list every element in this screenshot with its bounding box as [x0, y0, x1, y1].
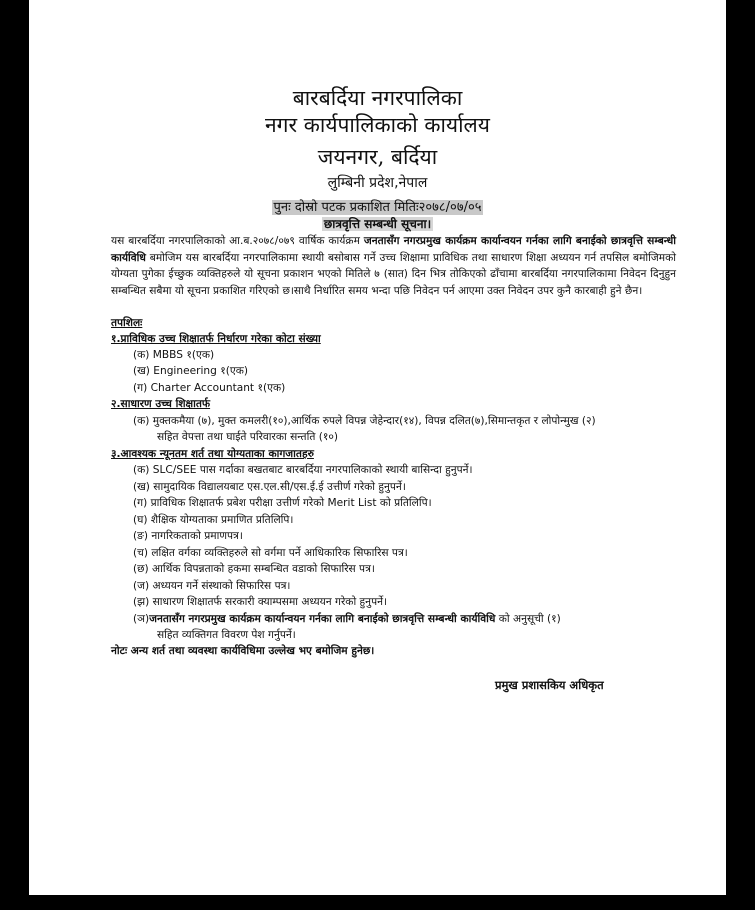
section3-item: (ज) अध्ययन गर्ने संस्थाको सिफारिस पत्र। [133, 580, 291, 592]
section1-item: (ख) Engineering १(एक) [133, 365, 248, 377]
note-line: नोटः अन्य शर्त तथा व्यवस्था कार्यविधिमा उल्लेख भए बमोजिम हुनेछ। [111, 645, 375, 657]
section3-item: (ङ) नागरिकताको प्रमाणपत्र। [133, 530, 243, 542]
section3-item: (ख) सामुदायिक विद्यालयबाट एस.एल.सी/एस.ई.ई उत्तीर्ण गरेको हुनुपर्ने। [133, 481, 406, 493]
section1-item: (क) MBBS १(एक) [133, 349, 215, 361]
section3-heading: ३.आवश्यक न्यूनतम शर्त तथा योग्यताका कागजातहरु [111, 448, 314, 460]
section3-item: (झ) साधारण शिक्षातर्फ सरकारी क्याम्पसमा अध्ययन गरेको हुनुपर्ने। [133, 596, 387, 608]
signature-title: प्रमुख प्रशासकिय अधिकृत [495, 678, 604, 692]
section2-heading: २.साधारण उच्च शिक्षातर्फ [111, 398, 211, 410]
office-subtitle: नगर कार्यपालिकाको कार्यालय [265, 113, 490, 137]
tapashil-heading: तपशिलः [111, 317, 143, 329]
section3-item: (च) लक्षित वर्गका व्यक्तिहरुले सो वर्गमा पर्ने आधिकारिक सिफारिस पत्र। [133, 547, 408, 559]
office-location: जयनगर, बर्दिया [317, 145, 438, 169]
section3-item-last: (ञ)जनतासँग नगरप्रमुख कार्यक्रम कार्यान्वयन गर्नका लागि बनाईको छात्रवृत्ति सम्बन्धी कार्यविधि को अनुसूची (१) [133, 613, 561, 625]
section3-item-last-continued: सहित व्यक्तिगत विवरण पेश गर्नुपर्ने। [157, 629, 296, 641]
section3-item: (ग) प्राविधिक शिक्षातर्फ प्रबेश परीक्षा उत्तीर्ण गरेको Merit List को प्रतिलिपि। [133, 497, 432, 509]
section2-item-continued: सहित वेपत्ता तथा घाईते परिवारका सन्तति (१०) [157, 431, 339, 443]
notice-document [29, 0, 726, 895]
republish-date: पुनः दोस्रो पटक प्रकाशित मितिः२०७८/०७/०५ [273, 200, 482, 215]
notice-subject: छात्रवृत्ति सम्बन्धी सूचना। [323, 217, 432, 231]
section2-item: (क) मुक्तकमैया (७), मुक्त कमलरी(१०),आर्थिक रुपले विपन्न जेहेन्दार(१४), विपन्न दलित(७),सिमान्तकृत र लोपोन्मुख (२) [133, 415, 596, 427]
intro-paragraph: यस बारबर्दिया नगरपालिकाको आ.ब.२०७८/०७९ वार्षिक कार्यक्रम जनतासँग नगरप्रमुख कार्यक्रम कार्यान्वयन गर्नका लागि बनाईको छात्रवृत्ति सम्बन्धी कार्यविधि बमोजिम यस बारबर्दिया नगरपालिकामा स्थायी बसोबास गर्ने उच्च शिक्षामा प्राविधिक तथा साधारण शिक्षा अध्ययन गर्न तपसिल बमोजिमको योग्यता पुगेका ईच्छुक व्यक्तिहरुले यो सूचना प्रकाशन भएको मितिले ७ (सात) दिन भित्र तोकिएको ढाँचामा बारबर्दिया नगरपालिकामा निवेदन दिनुहुन सम्बन्धित सबैमा यो सूचना प्रकाशित गरिएको छ।साथै निर्धारित समय भन्दा पछि निवेदन पर्न आएमा उक्त निवेदन उपर कुनै कारबाही हुने छैन। [111, 235, 677, 297]
section1-heading: १.प्राविधिक उच्च शिक्षातर्फ निर्धारण गरेका कोटा संख्या [111, 333, 321, 345]
section3-item: (क) SLC/SEE पास गर्दाका बखतबाट बारबर्दिया नगरपालिकाको स्थायी बासिन्दा हुनुपर्ने। [133, 464, 473, 476]
office-province: लुम्बिनी प्रदेश,नेपाल [327, 175, 428, 191]
section1-item: (ग) Charter Accountant १(एक) [133, 382, 286, 394]
office-name: बारबर्दिया नगरपालिका [292, 86, 463, 110]
section3-item: (घ) शैक्षिक योग्यताका प्रमाणित प्रतिलिपि। [133, 514, 294, 526]
section3-item: (छ) आर्थिक विपन्नताको हकमा सम्बन्धित वडाको सिफारिस पत्र। [133, 563, 375, 575]
